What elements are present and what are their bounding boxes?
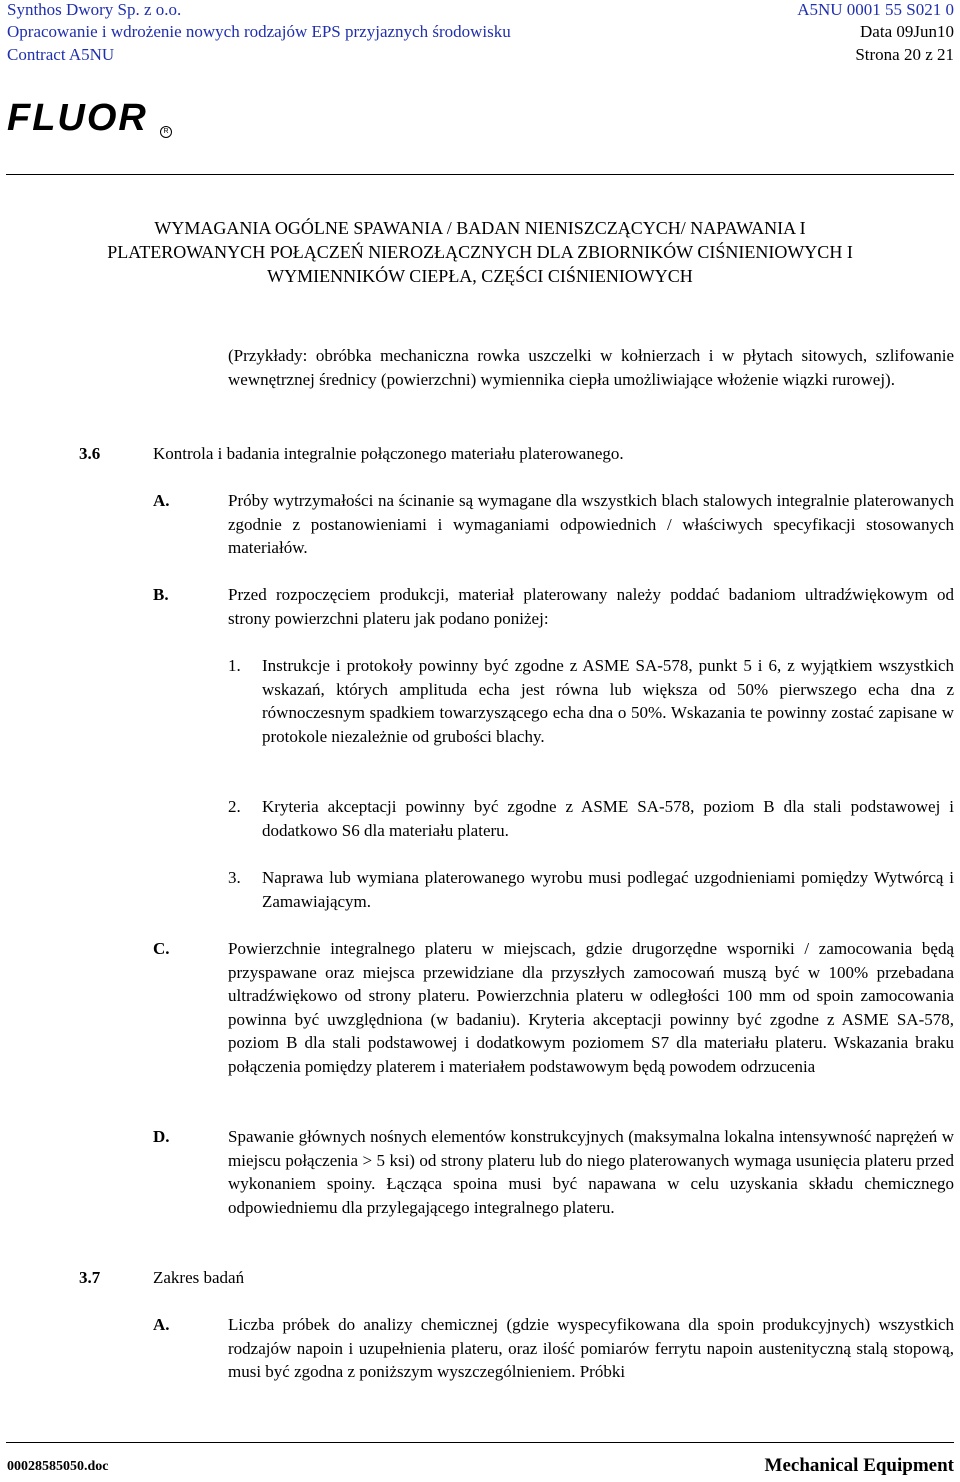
footer-filename: 00028585050.doc bbox=[7, 1459, 109, 1474]
title-line-1: WYMAGANIA OGÓLNE SPAWANIA / BADAN NIENISZCZĄCYCH/ NAPAWANIA I bbox=[154, 218, 806, 238]
section-3-7-number: 3.7 bbox=[79, 1268, 101, 1287]
section-3-7-title: Zakres badań bbox=[153, 1268, 245, 1287]
section-3-6-title: Kontrola i badania integralnie połączonego materiału platerowanego. bbox=[153, 444, 624, 463]
item-d-label: D. bbox=[153, 1127, 170, 1146]
item-b-text: Przed rozpoczęciem produkcji, materiał platerowany należy poddać badaniom ultradźwiękowym od strony powierzchni plateru jak podano poniżej: bbox=[228, 585, 954, 628]
section-3-6-number: 3.6 bbox=[79, 444, 101, 463]
item-b2-label: 2. bbox=[228, 797, 241, 816]
item-b3-label: 3. bbox=[228, 868, 241, 887]
document-number: A5NU 0001 55 S021 0 bbox=[797, 0, 954, 19]
title-line-3: WYMIENNIKÓW CIEPŁA, CZĘŚCI CIŚNIENIOWYCH bbox=[267, 266, 693, 286]
page-title bbox=[10, 216, 950, 288]
item-3-7-a-text: Liczba próbek do analizy chemicznej (gdzie wyspecyfikowana dla spoin produkcyjnych) wszystkich rodzajów napoin i uzupełnienia plateru, oraz ilość pomiarów ferrytu napoin austenityczną stalą stopową, musi być zgodna z poniższym wyszczególnieniem. Próbki bbox=[228, 1315, 954, 1381]
item-d-text: Spawanie głównych nośnych elementów konstrukcyjnych (maksymalna lokalna intensywność naprężeń w miejscu połączenia > 5 ksi) od strony plateru lub do niego platerowanych wymaga usunięcia plateru przed wykonaniem spoiny. Łącząca spoina musi być napawana w celu uzyskania składu chemicznego odpowiedniemu dla przylegającego integralnego plateru. bbox=[228, 1127, 954, 1217]
title-line-2: PLATEROWANYCH POŁĄCZEŃ NIEROZŁĄCZNYCH DLA ZBIORNIKÓW CIŚNIENIOWYCH I bbox=[107, 242, 853, 262]
item-a-text: Próby wytrzymałości na ścinanie są wymagane dla wszystkich blach stalowych integralnie platerowanych zgodnie z postanowieniami i wymaganiami odpowiednich / właściwych specyfikacji stosowanych materiałów. bbox=[228, 491, 954, 557]
intro-paragraph: (Przykłady: obróbka mechaniczna rowka uszczelki w kołnierzach i w płytach sitowych, szlifowanie wewnętrznej średnicy (powierzchni) wymiennika ciepła umożliwiające włożenie wiązki rurowej). bbox=[228, 346, 954, 389]
item-a-label: A. bbox=[153, 491, 170, 510]
fluor-logo: FLUOR bbox=[7, 97, 148, 139]
item-b2-text: Kryteria akceptacji powinny być zgodne z ASME SA-578, poziom B dla stali podstawowej i dodatkowo S6 dla materiału plateru. bbox=[262, 797, 954, 840]
company-name: Synthos Dwory Sp. z o.o. bbox=[7, 0, 182, 19]
item-c-label: C. bbox=[153, 939, 170, 958]
item-b-label: B. bbox=[153, 585, 169, 604]
item-b3-text: Naprawa lub wymiana platerowanego wyrobu musi podlegać uzgodnieniami pomiędzy Wytwórcą i Zamawiającym. bbox=[262, 868, 954, 911]
registered-mark-icon: R bbox=[160, 126, 172, 138]
item-b1-text: Instrukcje i protokoły powinny być zgodne z ASME SA-578, punkt 5 i 6, z wyjątkiem wszystkich wskazań, których amplituda echa jest równa lub większa od 50% pierwszego echa dna z równoczesnym spadkiem towarzyszącego echa dna o 50%. Wskazania te powinny zostać zapisane w protokole niezależnie od grubości blachy. bbox=[262, 656, 954, 746]
contract-number: Contract A5NU bbox=[7, 45, 115, 64]
item-b1-label: 1. bbox=[228, 656, 241, 675]
item-c-text: Powierzchnie integralnego plateru w miejscach, gdzie drugorzędne wsporniki / zamocowania będą przyspawane oraz miejsca przewidziane dla przyszłych zamocowań muszą być w 100% przebadana ultradźwiękowo od strony plateru. Powierzchnia plateru w odległości 100 mm od spoin zamocowania powinna być uwzględniona (w badaniu). Kryteria akceptacji powinny być zgodne z ASME SA-578, poziom B dla stali podstawowej i dodatkowym poziomem S7 dla materiału plateru. Wskazania braku połączenia pomiędzy platerem i materiałem podstawowym będą powodem odrzucenia bbox=[228, 939, 954, 1076]
footer-divider bbox=[6, 1442, 954, 1443]
project-title: Opracowanie i wdrożenie nowych rodzajów EPS przyjaznych środowisku bbox=[7, 22, 511, 41]
item-3-7-a-label: A. bbox=[153, 1315, 170, 1334]
header-divider bbox=[6, 174, 954, 175]
page-number: Strona 20 z 21 bbox=[855, 45, 954, 64]
footer-category: Mechanical Equipment bbox=[764, 1455, 954, 1476]
document-date: Data 09Jun10 bbox=[860, 22, 954, 41]
